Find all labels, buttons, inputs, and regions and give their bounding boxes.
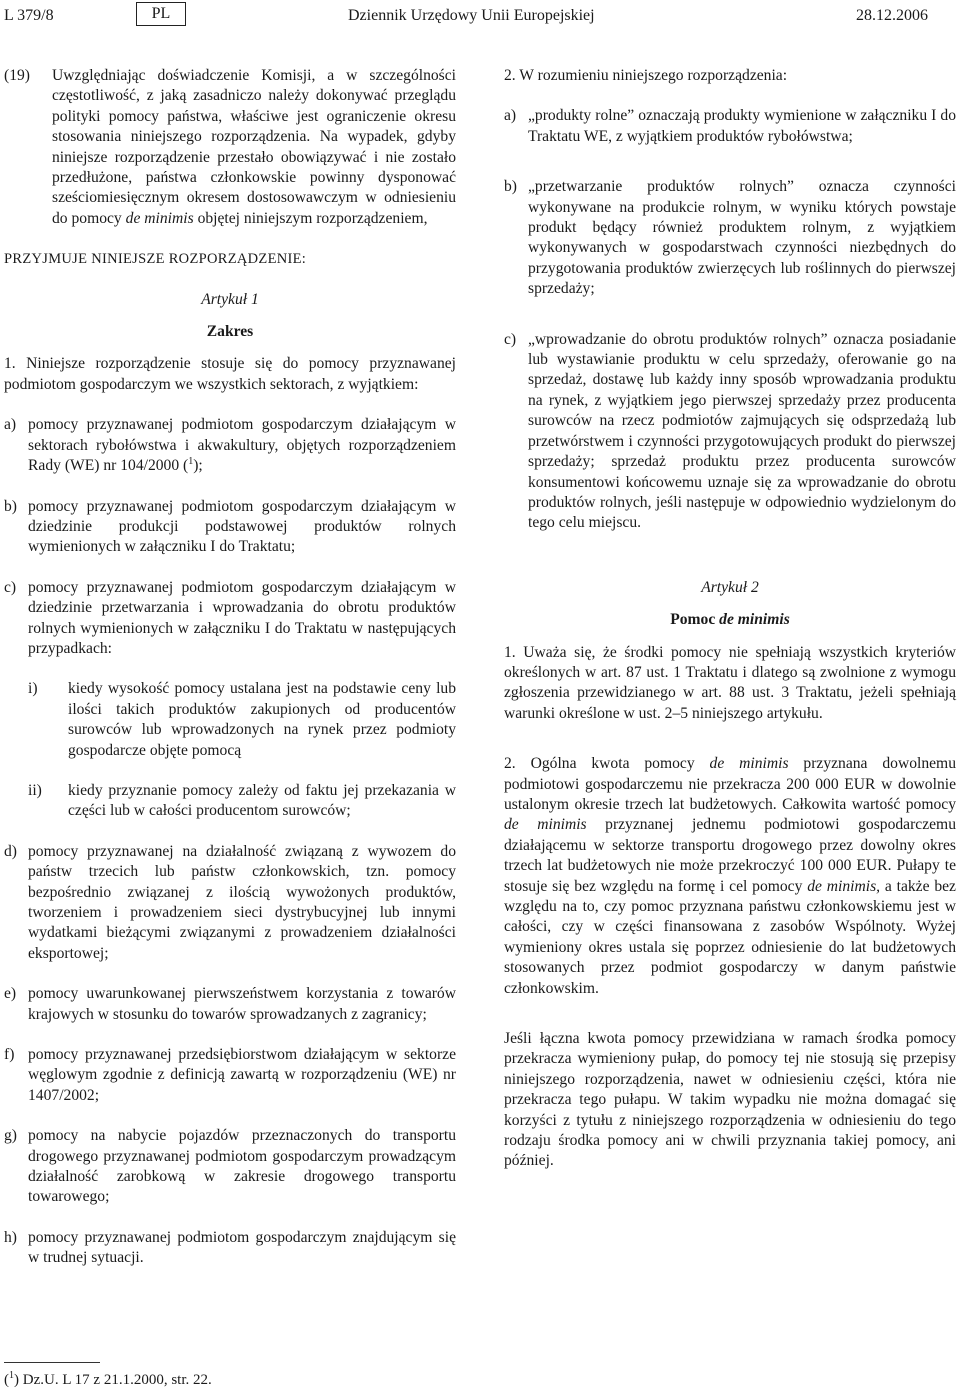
item-text: pomocy przyznawanej podmiotom gospodarczym działającym w dziedzinie przetwarzania i wprowadzania do obrotu produktów rolnych wymienionych w załączniku I do Traktatu w następujących przypadkach: [28,578,456,657]
item-text: pomocy uwarunkowanej pierwszeństwem korzystania z towarów krajowych w stosunku do towarów sprowadzanych z zagranicy; [28,985,456,1023]
item-label: b) [4,497,17,515]
item-text: pomocy przyznawanej podmiotom gospodarczym znajdującym się w trudnej sytuacji. [28,1228,456,1267]
subitem-label: i) [28,680,38,698]
article-2-title: Artykuł 2 [701,578,759,596]
definition-b [504,177,956,299]
article-2-heading [504,610,956,630]
list-subitem-ii [4,781,456,822]
article-2-paragraph-2-continued: Jeśli łączna kwota pomocy przewidziana w ramach środka pomocy przekracza wymieniony pułap, do pomocy tej nie stosują się przepisy niniejszego rozporządzenia, nawet w odniesieniu części, która nie przekracza tego pułapu. W takim wypadku nie można domagać się korzyści z tytułu z niniejszego rozporządzenia w odniesieniu do tego rodzaju środka pomocy ani w chwili przyznania takiej pomocy, ani później. [504,1030,956,1170]
footnote-text: Dz.U. L 17 z 21.1.2000, str. 22. [22,1372,212,1388]
adopts-statement: PRZYJMUJE NINIEJSZE ROZPORZĄDZENIE: [4,251,307,268]
item-label: c) [4,578,17,596]
list-item-g [4,1126,456,1208]
recital-19 [4,66,456,229]
para-de-minimis: de minimis [709,755,789,773]
definition-a [504,106,956,147]
definition-label: c) [504,330,517,348]
item-label: f) [4,1046,15,1064]
list-item-d [4,842,456,964]
para-de-minimis: de minimis [504,816,587,834]
recital-text-a: Uwzględniając doświadczenie Komisji, a w szczególności częstotliwość, z jaką zasadniczo należy dokonywać przeglądu polityki pomocy państwa, właściwe jest ograniczenie okresu stosowania niniejszego rozporządzenia. Na wypadek, gdyby niniejsze rozporządzenie przestało obowiązywać i nie zostało przedłużone, państwa członkowskie powinny dysponować sześciomiesięcznym okresem dostosowawczym w odniesieniu do pomocy [52,67,456,227]
article-1-paragraph-2: 2. W rozumieniu niniejszego rozporządzenia: [504,67,788,84]
list-item-c [4,578,456,660]
definition-label: a) [504,107,517,125]
para-de-minimis: de minimis, [807,877,881,895]
item-text-a: pomocy przyznawanej podmiotom gospodarczym działającym w sektorach rybołówstwa i akwakultury, objętych rozporządzeniem Rady (WE) nr 104/2000 ( [28,416,456,475]
list-item-a [4,415,456,476]
article-2-paragraph-2 [504,754,956,999]
para-text: 2. Ogólna kwota pomocy [504,755,695,773]
para-text: przyznana dowolnemu podmiotowi gospodarczemu nie przekracza 200 000 EUR w dowolnie ustalonym okresie trzech lat budżetowych. Całkowita wartość pomocy [504,755,956,813]
definition-text: „przetwarzanie produktów rolnych” oznacza czynności wykonywane na produkcie rolnym, w wyniku których powstaje produkt będący również produktem rolnym, z wyjątkiem wykonywanych w gospodarstwach czynności niezbędnych do przygotowania produktów zwierzęcych lub roślinnych do pierwszej sprzedaży; [528,178,956,298]
article-2-paragraph-1: 1. Uważa się, że środki pomocy nie spełniają wszystkich kryteriów określonych w art. 87 ust. 1 Traktatu i dlatego są zwolnione z wymogu zgłoszenia przewidzianego w art. 88 ust. 3 Traktatu, jeżeli spełniają warunki określone w ust. 2–5 niniejszego artykułu. [504,643,956,722]
list-item-b [4,497,456,558]
subitem-label: ii) [28,781,42,799]
definition-c [504,330,956,534]
article-1-title: Artykuł 1 [201,290,259,308]
definition-label: b) [504,178,517,196]
heading-text: Pomoc [670,611,716,629]
article-1-paragraph-1: 1. Niniejsze rozporządzenie stosuje się do pomocy przyznawanej podmiotom gospodarczym we wszystkich sektorach, z wyjątkiem: [4,355,456,393]
item-label: h) [4,1228,17,1246]
publication-date: 28.12.2006 [856,7,928,24]
list-item-f [4,1045,456,1106]
subitem-text: kiedy wysokość pomocy ustalana jest na podstawie ceny lub ilości takich produktów zakupionych od producentów surowców lub wprowadzonych na rynek przez podmioty gospodarcze objęte pomocą [68,680,456,759]
heading-de-minimis: de minimis [719,611,790,629]
definition-text: „produkty rolne” oznaczają produkty wymienione w załączniku I do Traktatu WE, z wyjątkiem produktów rybołówstwa; [528,107,956,145]
item-text-b: ); [193,457,203,475]
item-text: pomocy przyznawanej podmiotom gospodarczym działającym w dziedzinie produkcji podstawowej produktów rolnych wymienionych w załączniku I do Traktatu; [28,497,456,556]
article-1-heading: Zakres [206,323,254,341]
item-label: d) [4,842,17,860]
language-badge: PL [136,2,186,26]
left-column [4,66,456,1269]
list-subitem-i [4,679,456,761]
page-reference: L 379/8 [4,7,54,24]
page-header [0,0,960,36]
footnote: ($^1$) Dz.U. L 17 z 21.1.2000, str. 22. [4,1370,212,1388]
definition-text: „wprowadzanie do obrotu produktów rolnych” oznacza posiadanie lub wystawianie produktu w celu sprzedaży, oferowanie go na sprzedaż, dostawę lub każdy inny sposób wprowadzania produktu na rynek, z wyjątkiem jego pierwszej sprzedaży przez producenta surowców na rzecz podmiotów zajmujących się odsprzedażą lub przetwórstwem i czynności przygotowujących produkt do pierwszej sprzedaży; sprzedaż produktu przez producenta surowców konsumentowi końcowemu uznaje się za wprowadzanie do obrotu produktów rolnych, jeśli następuje w odpowiednio wydzielonym do tego celu miejscu. [528,330,956,532]
item-text: pomocy przyznawanej na działalność związaną z wywozem do państw trzecich lub państw członkowskich, tzn. pomocy bezpośrednio związanej z ilością wywożonych produktów, tworzeniem i prowadzeniem sieci dystrybucyjnej lub innymi wydatkami bieżącymi związanymi z prowadzeniem działalności eksportowej; [28,842,456,962]
subitem-text: kiedy przyznanie pomocy zależy od faktu jej przekazania w części lub w całości producentom surowców; [68,781,456,820]
item-text: pomocy przyznawanej przedsiębiorstwom działającym w sektorze węglowym zgodnie z definicją zawartą w rozporządzeniu (WE) nr 1407/2002; [28,1046,456,1104]
recital-de-minimis: de minimis [125,209,194,227]
footnote-divider [4,1362,100,1363]
item-label: e) [4,985,17,1003]
list-item-h [4,1228,456,1269]
para-text: przyznanej jednemu podmiotowi gospodarczemu działającemu w sektorze transportu drogowego przez dowolny okres trzech lat budżetowych nie może przekroczyć 100 000 EUR. Pułapy te stosuje się bez względu na formę i cel pomocy [504,816,956,895]
right-column [504,66,956,1172]
item-text: pomocy na nabycie pojazdów przeznaczonych do transportu drogowego przyznawanej podmiotom gospodarczym prowadzącym działalność zarobkową w zakresie drogowego transportu towarowego; [28,1127,456,1206]
footnote-ref[interactable]: 1 [188,455,194,467]
item-label: g) [4,1127,17,1145]
list-item-e [4,984,456,1025]
recital-number: (19) [4,67,30,84]
recital-text-b: objętej niniejszym rozporządzeniem, [197,209,428,227]
footnote-number: 1 [9,1370,14,1381]
item-label: a) [4,416,17,434]
para-text: a także bez względu na to, czy pomoc przyznana państwu członkowskiemu jest w całości, czy w części finansowana z zasobów Wspólnoty. Wyżej wymieniony okres ustala się poprzez odniesienie do lat budżetowych stosowanych przez podmiot gospodarczy w danym państwie członkowskim. [504,877,956,997]
journal-title: Dziennik Urzędowy Unii Europejskiej [348,7,595,24]
